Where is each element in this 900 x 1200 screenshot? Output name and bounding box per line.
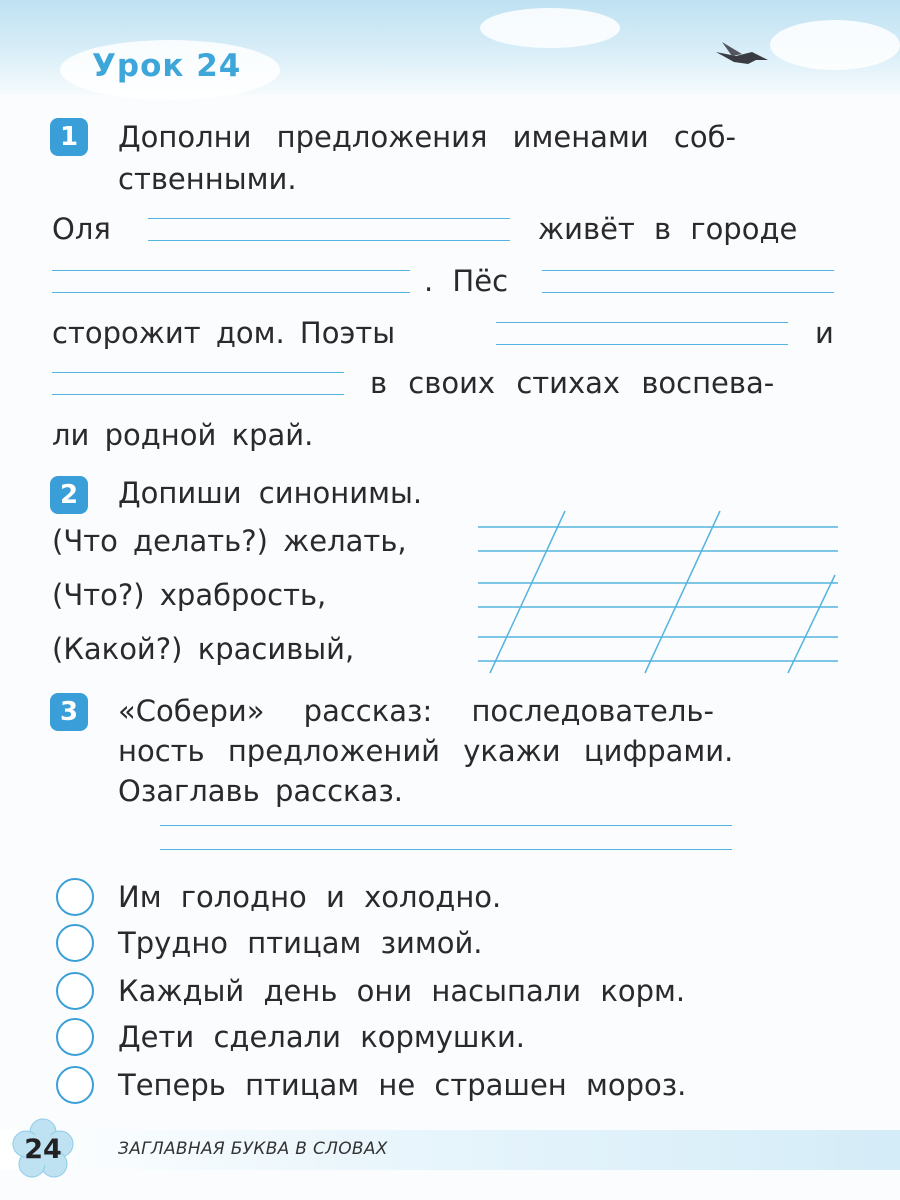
answer-line[interactable]	[52, 394, 344, 395]
answer-line[interactable]	[52, 292, 410, 293]
page-number: 24	[24, 1133, 62, 1165]
sentence-fragment: ли родной край.	[52, 418, 314, 452]
cloud-decoration	[770, 20, 900, 70]
sentence-fragment: и	[815, 316, 834, 350]
task3-instruction-line1: «Собери» рассказ: последователь-	[118, 694, 714, 728]
story-sentence: Теперь птицам не страшен мороз.	[118, 1068, 687, 1102]
order-number-circle[interactable]	[56, 924, 94, 962]
story-sentence: Им голодно и холодно.	[118, 880, 502, 914]
story-sentence: Каждый день они насыпали корм.	[118, 974, 686, 1008]
story-title-line[interactable]	[160, 849, 732, 850]
answer-line[interactable]	[496, 322, 788, 323]
bird-icon	[712, 38, 772, 70]
synonym-prompt: (Что?) храбрость,	[52, 578, 327, 612]
answer-line[interactable]	[148, 240, 510, 241]
sentence-fragment: . Пёс	[424, 264, 509, 298]
sentence-fragment: сторожит дом. Поэты	[52, 316, 396, 350]
task1-instruction-line2: ственными.	[118, 162, 297, 196]
synonym-prompt: (Что делать?) желать,	[52, 524, 407, 558]
order-number-circle[interactable]	[56, 1018, 94, 1056]
sentence-fragment: Оля	[52, 212, 111, 246]
answer-line[interactable]	[148, 218, 510, 219]
task1-instruction-line1: Дополни предложения именами соб-	[118, 120, 736, 154]
answer-line[interactable]	[52, 270, 410, 271]
task3-instruction-line2: ность предложений укажи цифрами.	[118, 734, 734, 768]
sentence-fragment: в своих стихах воспева-	[370, 366, 775, 400]
order-number-circle[interactable]	[56, 1066, 94, 1104]
answer-line[interactable]	[542, 270, 834, 271]
task3-instruction-line3: Озаглавь рассказ.	[118, 774, 403, 808]
task-number-badge: 2	[50, 476, 88, 514]
answer-line[interactable]	[52, 372, 344, 373]
order-number-circle[interactable]	[56, 878, 94, 916]
order-number-circle[interactable]	[56, 972, 94, 1010]
answer-line[interactable]	[542, 292, 834, 293]
lesson-title: Урок 24	[92, 48, 242, 84]
section-title: ЗАГЛАВНАЯ БУКВА В СЛОВАХ	[118, 1139, 388, 1159]
story-sentence: Дети сделали кормушки.	[118, 1020, 526, 1054]
task2-instruction: Допиши синонимы.	[118, 476, 423, 510]
cloud-decoration	[480, 8, 620, 48]
synonym-prompt: (Какой?) красивый,	[52, 632, 355, 666]
sentence-fragment: живёт в городе	[538, 212, 798, 246]
synonym-writing-grid[interactable]	[470, 505, 842, 675]
task-number-badge: 1	[50, 118, 88, 156]
answer-line[interactable]	[496, 344, 788, 345]
story-sentence: Трудно птицам зимой.	[118, 926, 483, 960]
story-title-line[interactable]	[160, 825, 732, 826]
task-number-badge: 3	[50, 693, 88, 731]
